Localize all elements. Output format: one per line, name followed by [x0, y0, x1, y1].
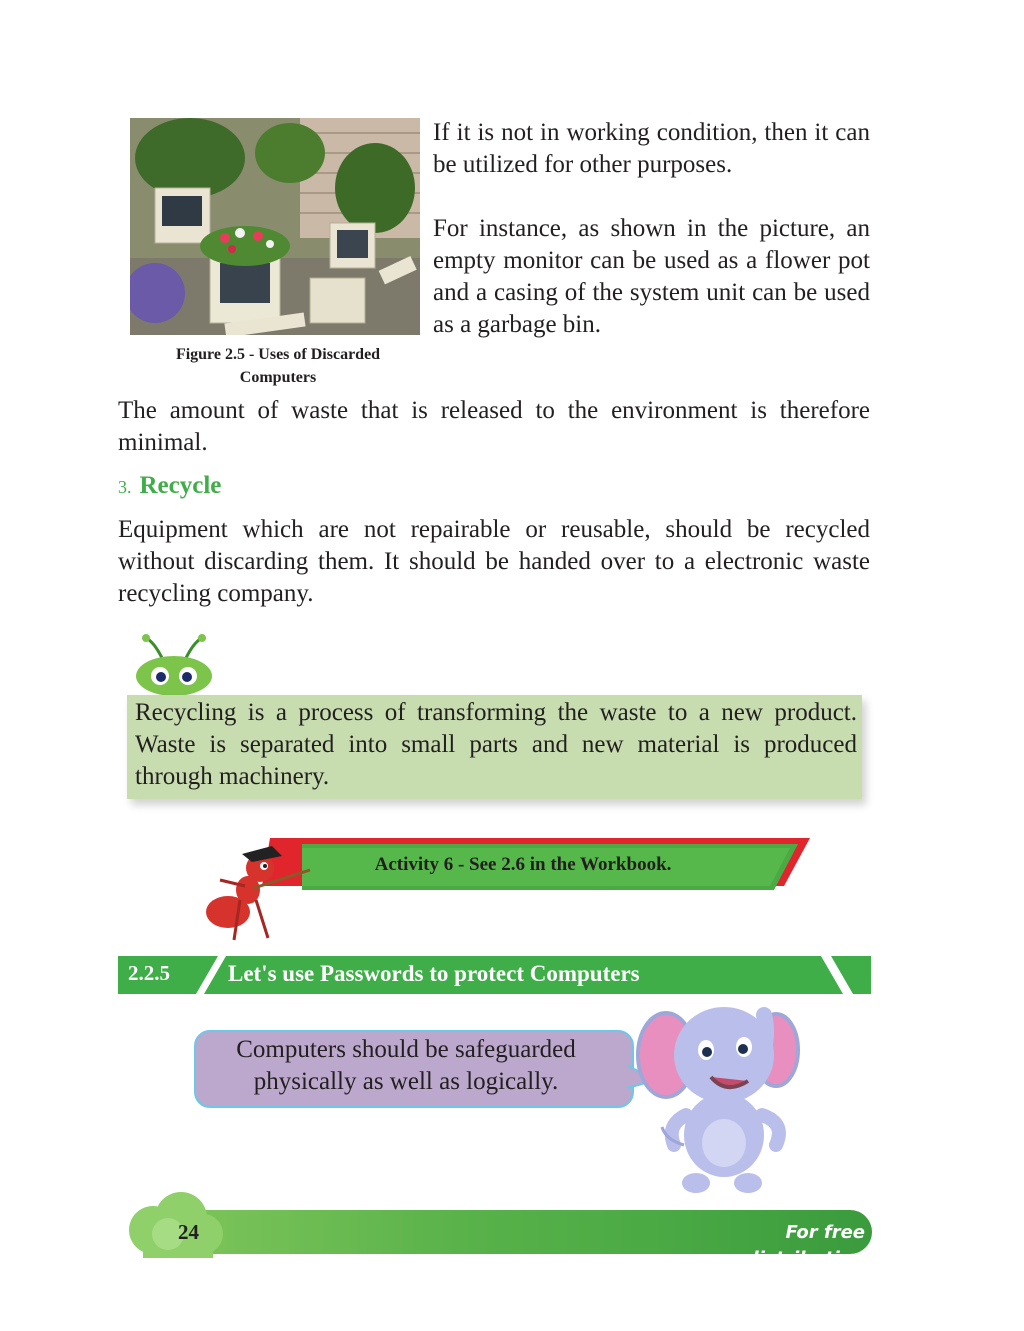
ant-mascot-icon — [190, 840, 320, 950]
intro-paragraph-2: For instance, as shown in the picture, an empty monitor can be used as a flower pot and a casing of the system unit can be used as a garbage bin. — [433, 215, 870, 338]
intro-paragraph-1: If it is not in working condition, then it can be utilized for other purposes. — [433, 119, 870, 178]
recycle-heading-title: Recycle — [139, 472, 222, 499]
section-number: 2.2.5 — [128, 961, 170, 985]
figure-caption-line2: Computers — [239, 369, 317, 386]
recycle-heading — [118, 470, 221, 503]
speech-line1: Computers should be safeguarded — [236, 1036, 576, 1063]
note-text: Recycling is a process of transforming the waste to a new product. Waste is separated into small parts and new material is produced through machinery. — [135, 699, 857, 790]
waste-paragraph: The amount of waste that is released to the environment is therefore minimal. — [118, 397, 870, 456]
activity-label: Activity 6 - See 2.6 in the Workbook. — [374, 854, 672, 875]
footer-cloud-icon — [123, 1188, 223, 1258]
figure-caption — [130, 343, 426, 389]
elephant-mascot-icon — [636, 995, 801, 1195]
figure-photo — [130, 118, 420, 335]
page-number: 24 — [178, 1220, 199, 1244]
speech-text — [200, 1034, 612, 1098]
section-title: Let's use Passwords to protect Computers — [228, 961, 640, 986]
footer-note: For free distribution — [745, 1222, 865, 1269]
speech-line2: physically as well as logically. — [253, 1068, 559, 1095]
green-bug-icon — [130, 632, 220, 696]
recycle-paragraph: Equipment which are not repairable or reusable, should be recycled without discarding them. It should be handed over to a electronic waste recycling company. — [118, 516, 870, 607]
figure-caption-line1: Figure 2.5 - Uses of Discarded — [175, 346, 381, 363]
recycle-heading-number: 3. — [118, 477, 132, 497]
